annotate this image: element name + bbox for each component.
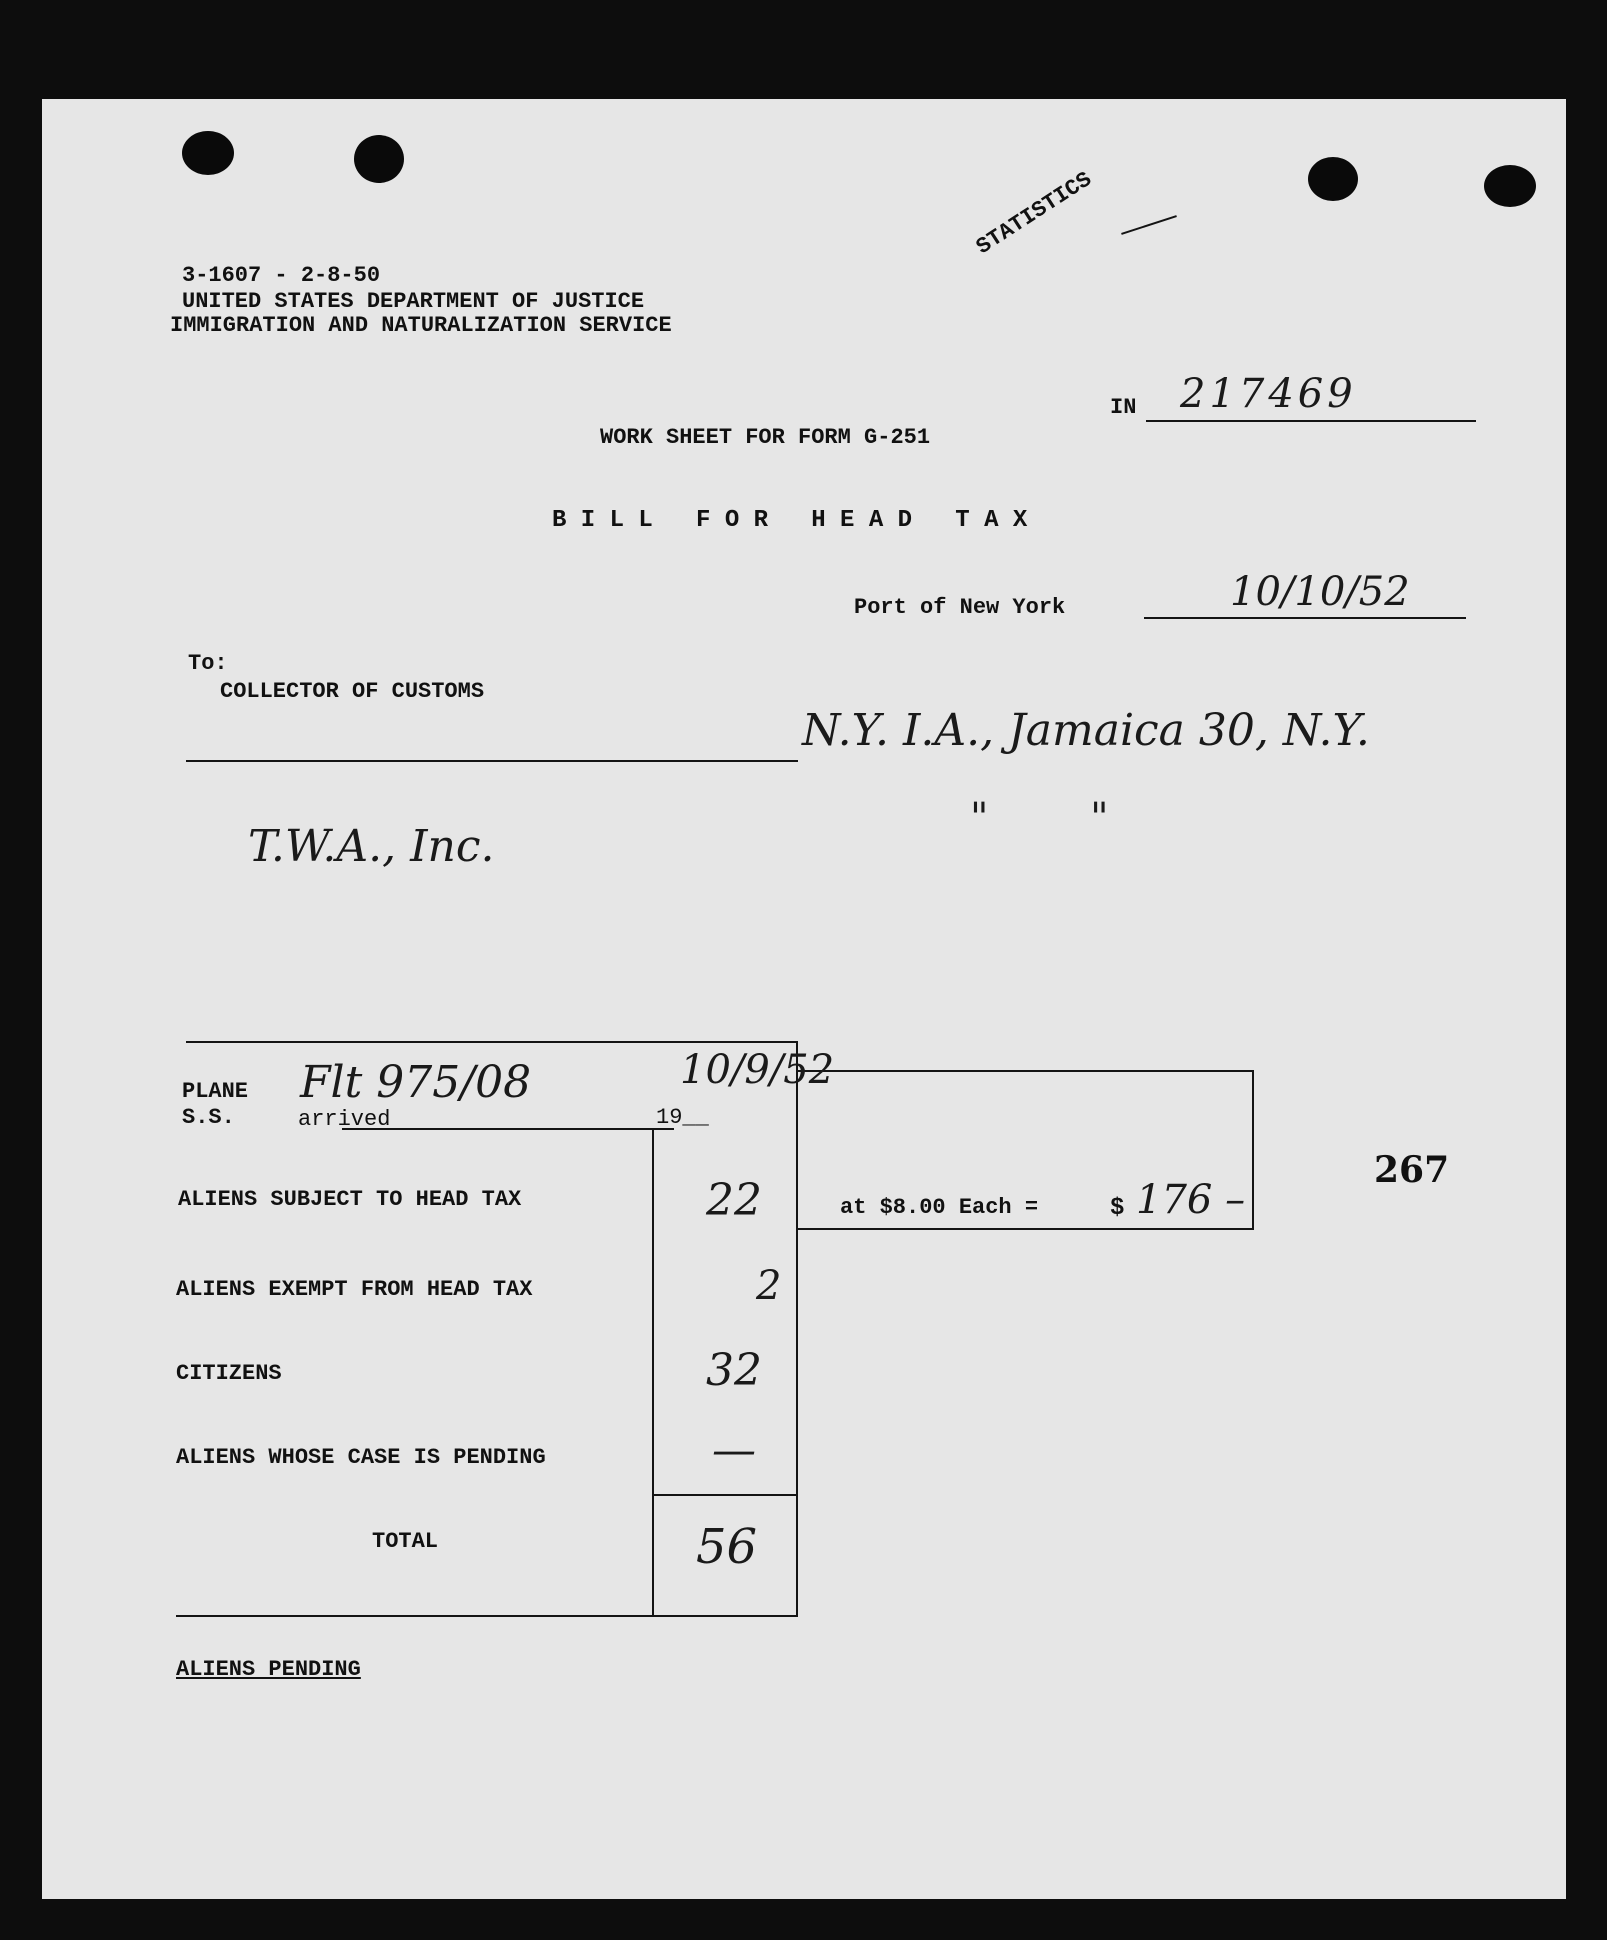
row-pending-label: ALIENS WHOSE CASE IS PENDING	[176, 1445, 546, 1470]
in-number-line	[1146, 420, 1476, 422]
arrival-date-handwritten: 10/9/52	[680, 1047, 835, 1093]
table-top-line	[186, 1041, 798, 1043]
row-subject-label: ALIENS SUBJECT TO HEAD TAX	[178, 1187, 522, 1212]
table-bottom-line	[176, 1615, 798, 1617]
punch-hole	[182, 131, 234, 175]
row-exempt-label: ALIENS EXEMPT FROM HEAD TAX	[176, 1277, 533, 1302]
total-label: TOTAL	[372, 1529, 439, 1554]
plane-label: PLANE	[182, 1079, 249, 1104]
form-code: 3-1607 - 2-8-50	[182, 263, 381, 288]
stamp-dash	[1121, 215, 1177, 235]
row-citizens-label: CITIZENS	[176, 1361, 282, 1386]
ss-label: S.S.	[182, 1105, 235, 1130]
port-label: Port of New York	[854, 595, 1066, 620]
port-date-handwritten: 10/10/52	[1230, 569, 1410, 615]
total-value: 56	[696, 1519, 758, 1575]
year-prefix: 19__	[656, 1105, 709, 1130]
amount-prefix: $	[1110, 1195, 1125, 1222]
to-label: To:	[188, 651, 228, 676]
department-name: UNITED STATES DEPARTMENT OF JUSTICE	[182, 289, 645, 314]
collector-label: COLLECTOR OF CUSTOMS	[220, 679, 485, 704]
location-handwritten: N.Y. I.A., Jamaica 30, N.Y.	[802, 705, 1370, 756]
arrived-line	[342, 1128, 674, 1130]
flight-handwritten: Flt 975/08	[300, 1057, 532, 1108]
punch-hole	[354, 135, 404, 183]
punch-hole	[1308, 157, 1358, 201]
amount-handwritten: 176 –	[1136, 1177, 1246, 1223]
value-column-left	[652, 1128, 654, 1617]
punch-hole	[1484, 165, 1536, 207]
arrived-label: arrived	[298, 1107, 391, 1132]
row-citizens-value: 32	[706, 1345, 762, 1396]
carrier-handwritten: T.W.A., Inc.	[248, 821, 495, 872]
addressee-line	[186, 760, 798, 762]
total-separator	[652, 1494, 798, 1496]
row-pending-value: —	[712, 1425, 756, 1476]
aliens-pending-label: ALIENS PENDING	[176, 1657, 361, 1682]
document-page	[42, 99, 1566, 1899]
row-subject-value: 22	[706, 1175, 762, 1226]
statistics-stamp: STATISTICS	[972, 167, 1097, 260]
ditto-marks: " "	[970, 795, 1109, 841]
stamped-number: 267	[1374, 1149, 1450, 1191]
service-name: IMMIGRATION AND NATURALIZATION SERVICE	[170, 313, 672, 338]
port-date-line	[1144, 617, 1466, 619]
in-label: IN	[1110, 395, 1137, 420]
row-exempt-value: 2	[756, 1263, 782, 1309]
bill-title: B I L L F O R H E A D T A X	[552, 507, 1028, 534]
in-number-handwritten: 217469	[1180, 371, 1357, 417]
worksheet-title: WORK SHEET FOR FORM G-251	[600, 425, 931, 450]
rate-text: at $8.00 Each =	[840, 1195, 1039, 1220]
